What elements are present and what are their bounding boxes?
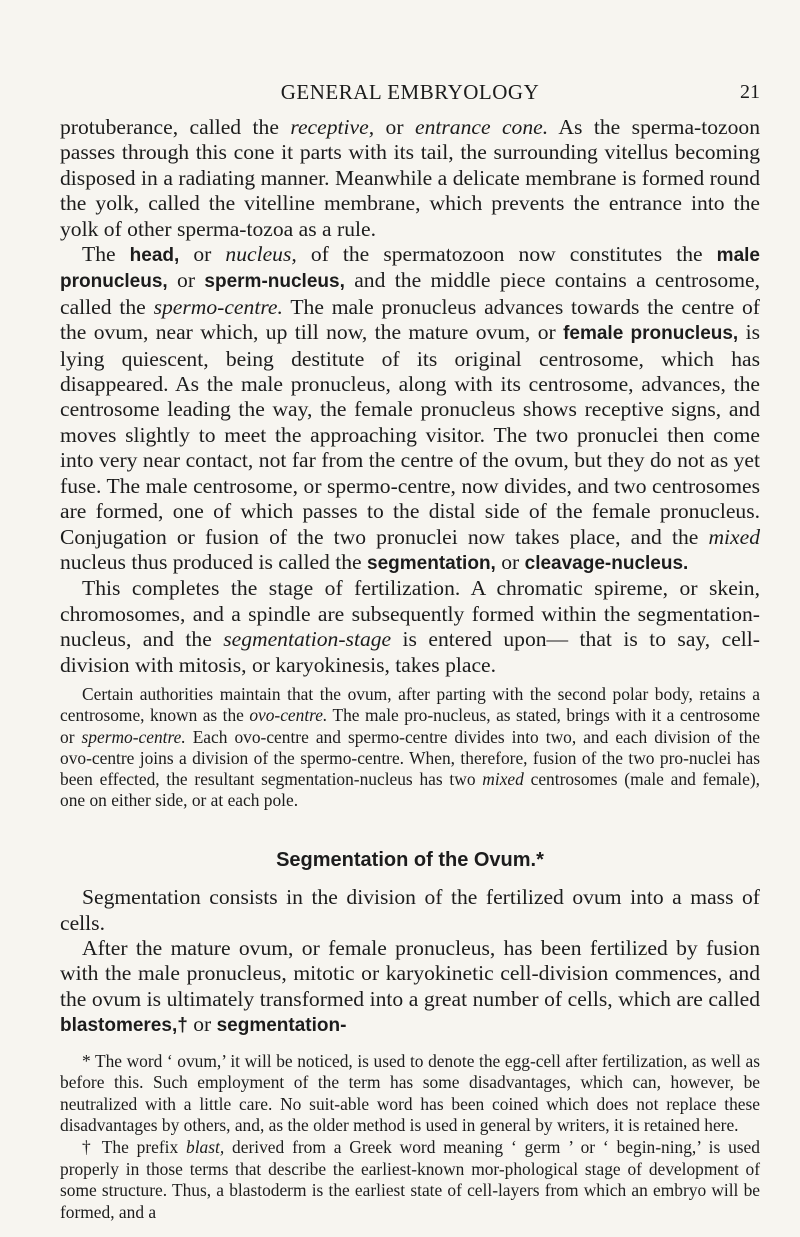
paragraph-fertilization <box>60 576 760 678</box>
footnotes <box>60 1051 760 1224</box>
text-run: or <box>374 115 415 139</box>
bold-term: cleavage-nucleus. <box>524 552 689 574</box>
bold-term: head, <box>129 245 180 267</box>
bold-term: female pronucleus, <box>563 323 739 345</box>
text-run: After the mature ovum, or female pronucleus, has been fertilized by fusion with the male pronucleus, mitotic or karyokinetic cell-division commences, and the ovum is ultimately transformed into a great number of cells, which are called <box>60 935 760 1011</box>
text-run: The male pronucleus advances towards the centre of the ovum, near which, up till now, the mature ovum, or <box>60 294 760 345</box>
text-run: The <box>82 242 130 267</box>
running-title: GENERAL EMBRYOLOGY <box>280 80 540 104</box>
italic-term: mixed <box>708 524 760 549</box>
text-run: Certain authorities maintain that the ovum, after parting with the second polar body, retains a centrosome, known as the <box>60 683 760 726</box>
text-run: and the middle piece contains a centrosome, called the <box>60 268 760 319</box>
paragraph-receptive-cone <box>60 115 760 242</box>
paragraph-segmentation-definition: Segmentation consists in the division of the fertilized ovum into a mass of cells. <box>60 885 760 935</box>
text-run: † The prefix <box>82 1136 187 1157</box>
text-run: Each ovo-centre and spermo-centre divides into two, and each division of the ovo-centre joins a division of the spermo-centre. When, therefore, fusion of the two pro-nuclei has been effected, the resultant segmentation-nucleus has two <box>60 726 761 790</box>
text-run: centrosomes (male and female), one on either side, or at each pole. <box>60 769 760 811</box>
italic-term: entrance cone. <box>414 115 549 139</box>
text-run: The male pro-nucleus, as stated, brings with it a centrosome or <box>60 705 760 747</box>
italic-term: blast, <box>186 1136 225 1157</box>
bold-term: segmentation- <box>216 1015 347 1037</box>
italic-term: receptive, <box>290 115 375 139</box>
small-print-note <box>60 684 760 812</box>
paragraph-pronucleus <box>60 242 760 576</box>
text-run: is entered upon— that is to say, cell-division with mitosis, or karyokinesis, takes place. <box>60 627 760 677</box>
italic-term: spermo-centre. <box>153 294 283 319</box>
italic-term: nucleus, <box>225 242 297 267</box>
text-run: As the sperma-tozoon passes through this cone it parts with its tail, the surrounding vitellus becoming disposed in a radiating manner. Meanwhile a delicate membrane is formed round the yolk, called the vitelline membrane, which prevents the entrance into the yolk of other sperma-tozoa as a rule. <box>60 115 760 241</box>
page-header <box>60 80 760 110</box>
section-heading: Segmentation of the Ovum.* <box>276 848 544 871</box>
italic-term: segmentation-stage <box>223 627 392 652</box>
text-run: of the spermatozoon now constitutes the <box>296 242 717 267</box>
body-text <box>60 115 760 1223</box>
footnote-blast <box>60 1137 760 1223</box>
text-run: is lying quiescent, being destitute of its original centrosome, which has disappeared. As the male pronucleus, along with its centrosome, advances, the centrosome leading the way, the female pronucleus shows receptive signs, and moves slightly to meet the approaching visitor. The two pronuclei then come into very near contact, not far from the centre of the ovum, but they do not as yet fuse. The male centrosome, or spermo-centre, now divides, and two centrosomes are formed, one of which passes to the distal side of the female pronucleus. Conjugation or fusion of the two pronuclei now takes place, and the <box>60 320 760 549</box>
text-run: or <box>495 549 525 574</box>
text-run: or <box>167 268 205 293</box>
paragraph-blastomeres <box>60 936 760 1039</box>
bold-term: segmentation, <box>367 552 496 574</box>
text-run: derived from a Greek word meaning ‘ germ ’ or ‘ begin-ning,’ is used properly in those terms that describe the earliest-known mor-phological stage of development of some structure. Thus, a blastoderm is the earliest state of cell-layers from which an embryo will be formed, and a <box>60 1136 760 1222</box>
text-run: or <box>179 242 226 267</box>
bold-term: blastomeres,† <box>60 1015 188 1037</box>
italic-term: ovo-centre. <box>249 705 328 726</box>
italic-term: spermo-centre. <box>81 726 186 747</box>
text-run: nucleus thus produced is called the <box>60 549 368 574</box>
footnote-ovum: * The word ‘ ovum,’ it will be noticed, is used to denote the egg-cell after fertilization, as well as before this. Such employment of the term has some disadvantages, which can, however, be neutralized with a little care. No suit-able word has been coined which does not replace these disadvantages by others, and, as the older method is used in general by writers, it is retained here. <box>60 1050 760 1136</box>
text-run: protuberance, called the <box>60 115 291 139</box>
bold-term: sperm-nucleus, <box>204 271 345 293</box>
text-run: or <box>187 1012 217 1037</box>
text-run: This completes the stage of fertilization. A chromatic spireme, or skein, chromosomes, and a spindle are subsequently formed within the segmentation-nucleus, and the <box>60 576 760 652</box>
italic-term: mixed <box>482 769 524 790</box>
bold-term: male pronucleus, <box>60 245 760 293</box>
page-number: 21 <box>740 81 760 103</box>
